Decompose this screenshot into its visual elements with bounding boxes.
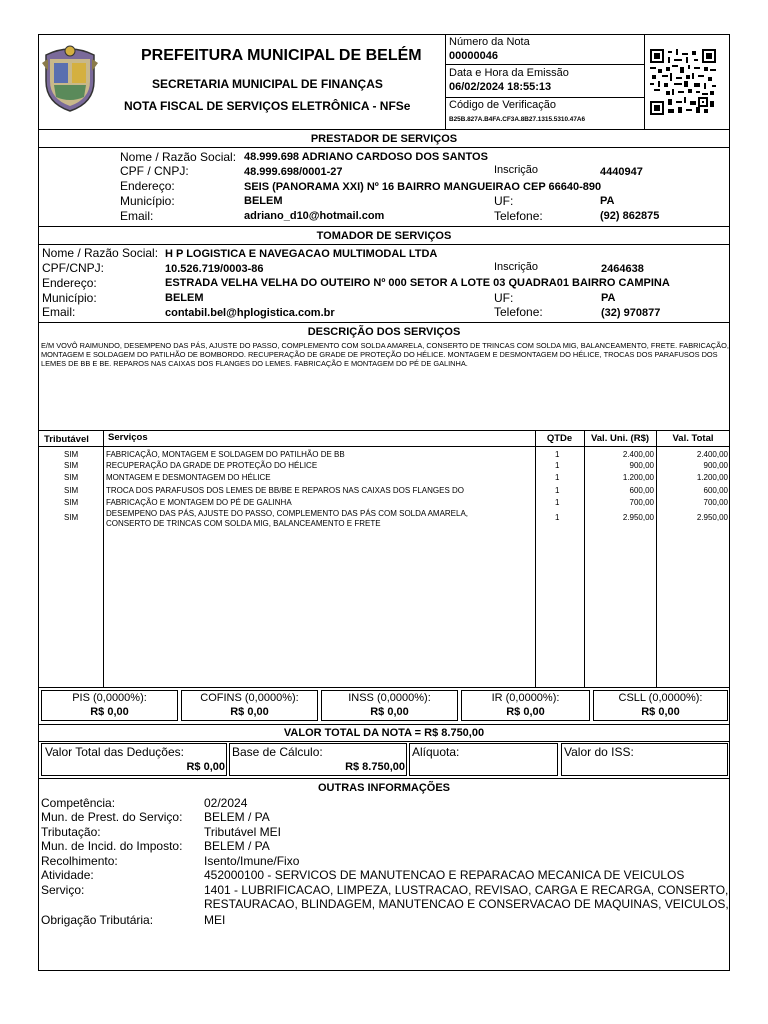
provider-state-label: UF: (494, 194, 514, 208)
other-info-label: Mun. de Incid. do Imposto: (41, 839, 183, 853)
provider-city-value: BELEM (244, 195, 283, 207)
row-total-value: 2.400,00 (696, 450, 728, 459)
customer-address-label: Endereço: (42, 276, 97, 290)
table-header-taxable: Tributável (44, 434, 89, 445)
other-info-value: 452000100 - SERVICOS DE MANUTENCAO E REPARACAO MECANICA DE VEICULOS (204, 868, 685, 882)
row-unit-value: 2.400,00 (622, 450, 654, 459)
row-total-value: 2.950,00 (696, 513, 728, 522)
header-divider (445, 64, 644, 65)
other-info-value: BELEM / PA (204, 839, 270, 853)
customer-state-value: PA (601, 292, 616, 304)
inss-label: INSS (0,0000%): (348, 692, 431, 704)
invoice-number-label: Número da Nota (449, 36, 530, 48)
provider-phone-label: Telefone: (494, 209, 543, 223)
table-divider (38, 430, 730, 431)
cofins-box (181, 690, 318, 721)
other-info-label: Atividade: (41, 868, 94, 882)
provider-registration-value: 4440947 (600, 166, 643, 178)
other-info-label: Tributação: (41, 825, 101, 839)
table-row (40, 509, 730, 533)
customer-registration-value: 2464638 (601, 263, 644, 275)
csll-box (593, 690, 728, 721)
row-unit-value: 700,00 (629, 498, 654, 507)
customer-name-label: Nome / Razão Social: (42, 246, 159, 260)
row-quantity: 1 (555, 473, 560, 482)
provider-name-value: 48.999.698 ADRIANO CARDOSO DOS SANTOS (244, 151, 488, 163)
csll-label: CSLL (0,0000%): (618, 692, 703, 704)
other-info-section-title: OUTRAS INFORMAÇÕES (318, 782, 450, 794)
other-info-label: Serviço: (41, 883, 85, 897)
row-taxable: SIM (64, 473, 79, 482)
provider-phone-value: (92) 862875 (600, 210, 660, 222)
row-service: RECUPERAÇÃO DA GRADE DE PROTEÇÃO DO HÉLICE (106, 461, 318, 470)
row-service: FABRICAÇÃO E MONTAGEM DO PÉ DE GALINHA (106, 498, 292, 507)
document-type-title: NOTA FISCAL DE SERVIÇOS ELETRÔNICA - NFSe (124, 99, 411, 113)
row-taxable: SIM (64, 486, 79, 495)
provider-email-label: Email: (120, 209, 154, 223)
inss-value: R$ 0,00 (370, 706, 409, 718)
customer-address-value: ESTRADA VELHA VELHA DO OUTEIRO Nº 000 SETOR A LOTE 03 QUADRA01 BAIRRO CAMPINA (165, 277, 670, 289)
provider-address-label: Endereço: (120, 179, 175, 193)
customer-city-label: Município: (42, 291, 97, 305)
other-info-value: 02/2024 (204, 796, 248, 810)
customer-name-value: H P LOGISTICA E NAVEGACAO MULTIMODAL LTDA (165, 248, 438, 260)
customer-state-label: UF: (494, 291, 514, 305)
section-divider (38, 778, 730, 779)
row-unit-value: 600,00 (629, 486, 654, 495)
other-info-label: Mun. de Prest. do Serviço: (41, 810, 183, 824)
provider-state-value: PA (600, 195, 615, 207)
provider-email-value: adriano_d10@hotmail.com (244, 210, 385, 222)
row-taxable: SIM (64, 461, 79, 470)
section-divider (38, 741, 730, 742)
deductions-value: R$ 0,00 (186, 761, 225, 773)
customer-section-title: TOMADOR DE SERVIÇOS (316, 230, 452, 242)
row-service: FABRICAÇÃO, MONTAGEM E SOLDAGEM DO PATILHÃO DE BB (106, 450, 345, 459)
provider-registration-label: Inscrição (494, 164, 539, 176)
qr-code-icon (650, 49, 716, 115)
issue-date-label: Data e Hora da Emissão (449, 67, 569, 79)
inss-box (321, 690, 458, 721)
customer-registration-label: Inscrição (494, 261, 539, 273)
other-info-value: Tributável MEI (204, 825, 281, 839)
customer-phone-label: Telefone: (494, 305, 543, 319)
header-divider (644, 34, 645, 129)
other-info-value: MEI (204, 913, 226, 927)
provider-cpf-value: 48.999.698/0001-27 (244, 166, 343, 178)
row-total-value: 900,00 (703, 461, 728, 470)
row-total-value: 700,00 (703, 498, 728, 507)
other-info-value: Isento/Imune/Fixo (204, 854, 300, 868)
pis-value: R$ 0,00 (90, 706, 129, 718)
other-info-value-continued: RESTAURACAO, BLINDAGEM, MANUTENCAO E CONSERVACAO DE MAQUINAS, VEICULOS, (204, 897, 729, 911)
header-divider (445, 34, 446, 129)
calculation-base-value: R$ 8.750,00 (345, 761, 405, 773)
header-divider (445, 97, 644, 98)
table-header-services: Serviços (108, 432, 148, 443)
table-row (40, 473, 730, 486)
section-divider (38, 724, 730, 725)
ir-label: IR (0,0000%): (491, 692, 560, 704)
row-quantity: 1 (555, 498, 560, 507)
verification-code-label: Código de Verificação (449, 99, 557, 111)
section-divider (38, 226, 730, 227)
row-taxable: SIM (64, 498, 79, 507)
rate-label: Alíquota: (412, 745, 460, 759)
row-service: MONTAGEM E DESMONTAGEM DO HÉLICE (106, 473, 271, 482)
section-divider (38, 244, 730, 245)
invoice-number-value: 00000046 (449, 50, 498, 62)
customer-email-label: Email: (42, 305, 76, 319)
other-info-label: Obrigação Tributária: (41, 913, 154, 927)
row-unit-value: 1.200,00 (622, 473, 654, 482)
customer-cpf-label: CPF/CNPJ: (42, 261, 105, 275)
row-quantity: 1 (555, 513, 560, 522)
row-quantity: 1 (555, 486, 560, 495)
other-info-value: 1401 - LUBRIFICACAO, LIMPEZA, LUSTRACAO, REVISAO, CARGA E RECARGA, CONSERTO, (204, 883, 729, 897)
table-header-unit-value: Val. Uni. (R$) (590, 433, 650, 444)
table-header-total-value: Val. Total (672, 433, 714, 444)
customer-phone-value: (32) 970877 (601, 307, 661, 319)
deductions-label: Valor Total das Deduções: (45, 745, 184, 759)
row-total-value: 1.200,00 (696, 473, 728, 482)
provider-name-label: Nome / Razão Social: (120, 150, 237, 164)
other-info-label: Competência: (41, 796, 116, 810)
section-divider (38, 129, 730, 130)
pis-label: PIS (0,0000%): (72, 692, 147, 704)
customer-email-value: contabil.bel@hplogistica.com.br (165, 307, 335, 319)
table-divider (38, 446, 730, 447)
row-taxable: SIM (64, 450, 79, 459)
description-text: E/M VOVÔ RAIMUNDO, DESEMPENO DAS PÁS, AJUSTE DO PASSO, COMPLEMENTO COM SOLDA AMARELA, CONSERTO DE TRINCAS COM SOLDA MIG, BALANCEAMENTO, FRETE. FABRICAÇÃO, MONTAGEM E SOLDAGEM DO PATILHÃO DE BOMBORDO. RECUPERAÇÃO DE GRADE DE PROTEÇÃO DO HÉLICE. MONTAGEM E DESMONTAGEM DO HÉLICE, TROCAS DOS PARAFUSOS DOS LEMES DE BB E BE. REPAROS NAS CAIXAS DOS FLANGES DO LEMES. FABRICAÇÃO E MONTAGEM DO PÉ DE GALINHA. (41, 341, 729, 368)
iss-value-label: Valor do ISS: (564, 745, 634, 759)
customer-cpf-value: 10.526.719/0003-86 (165, 263, 264, 275)
table-divider (38, 687, 730, 688)
issue-date-value: 06/02/2024 18:55:13 (449, 81, 552, 93)
row-service-continued: CONSERTO DE TRINCAS COM SOLDA MIG, BALANCEAMENTO E FRETE (106, 519, 381, 528)
provider-section-title: PRESTADOR DE SERVIÇOS (310, 133, 458, 145)
row-service: TROCA DOS PARAFUSOS DOS LEMES DE BB/BE E REPAROS NAS CAIXAS DOS FLANGES DO (106, 486, 465, 495)
row-quantity: 1 (555, 461, 560, 470)
verification-code-value: B25B.827A.B4FA.CF3A.8B27.1315.5310.47A6 (449, 116, 586, 123)
row-quantity: 1 (555, 450, 560, 459)
provider-city-label: Município: (120, 194, 175, 208)
provider-address-value: SEIS (PANORAMA XXI) Nº 16 BAIRRO MANGUEIRAO CEP 66640-890 (244, 181, 602, 193)
belem-coat-of-arms-icon (40, 41, 100, 113)
section-divider (38, 322, 730, 323)
municipality-title: PREFEITURA MUNICIPAL DE BELÉM (141, 47, 422, 64)
row-total-value: 600,00 (703, 486, 728, 495)
provider-cpf-label: CPF / CNPJ: (120, 164, 189, 178)
description-section-title: DESCRIÇÃO DOS SERVIÇOS (307, 326, 461, 338)
row-taxable: SIM (64, 513, 79, 522)
customer-city-value: BELEM (165, 292, 204, 304)
row-unit-value: 900,00 (629, 461, 654, 470)
other-info-label: Recolhimento: (41, 854, 118, 868)
cofins-label: COFINS (0,0000%): (200, 692, 299, 704)
csll-value: R$ 0,00 (641, 706, 680, 718)
invoice-total: VALOR TOTAL DA NOTA = R$ 8.750,00 (283, 727, 485, 739)
pis-box (41, 690, 178, 721)
ir-box (461, 690, 590, 721)
calculation-base-label: Base de Cálculo: (232, 745, 323, 759)
table-header-quantity: QTDe (546, 433, 573, 444)
other-info-value: BELEM / PA (204, 810, 270, 824)
row-service: DESEMPENO DAS PÁS, AJUSTE DO PASSO, COMPLEMENTO DAS PÁS COM SOLDA AMARELA, (106, 509, 469, 518)
cofins-value: R$ 0,00 (230, 706, 269, 718)
ir-value: R$ 0,00 (506, 706, 545, 718)
row-unit-value: 2.950,00 (622, 513, 654, 522)
secretariat-title: SECRETARIA MUNICIPAL DE FINANÇAS (152, 77, 383, 91)
section-divider (38, 147, 730, 148)
